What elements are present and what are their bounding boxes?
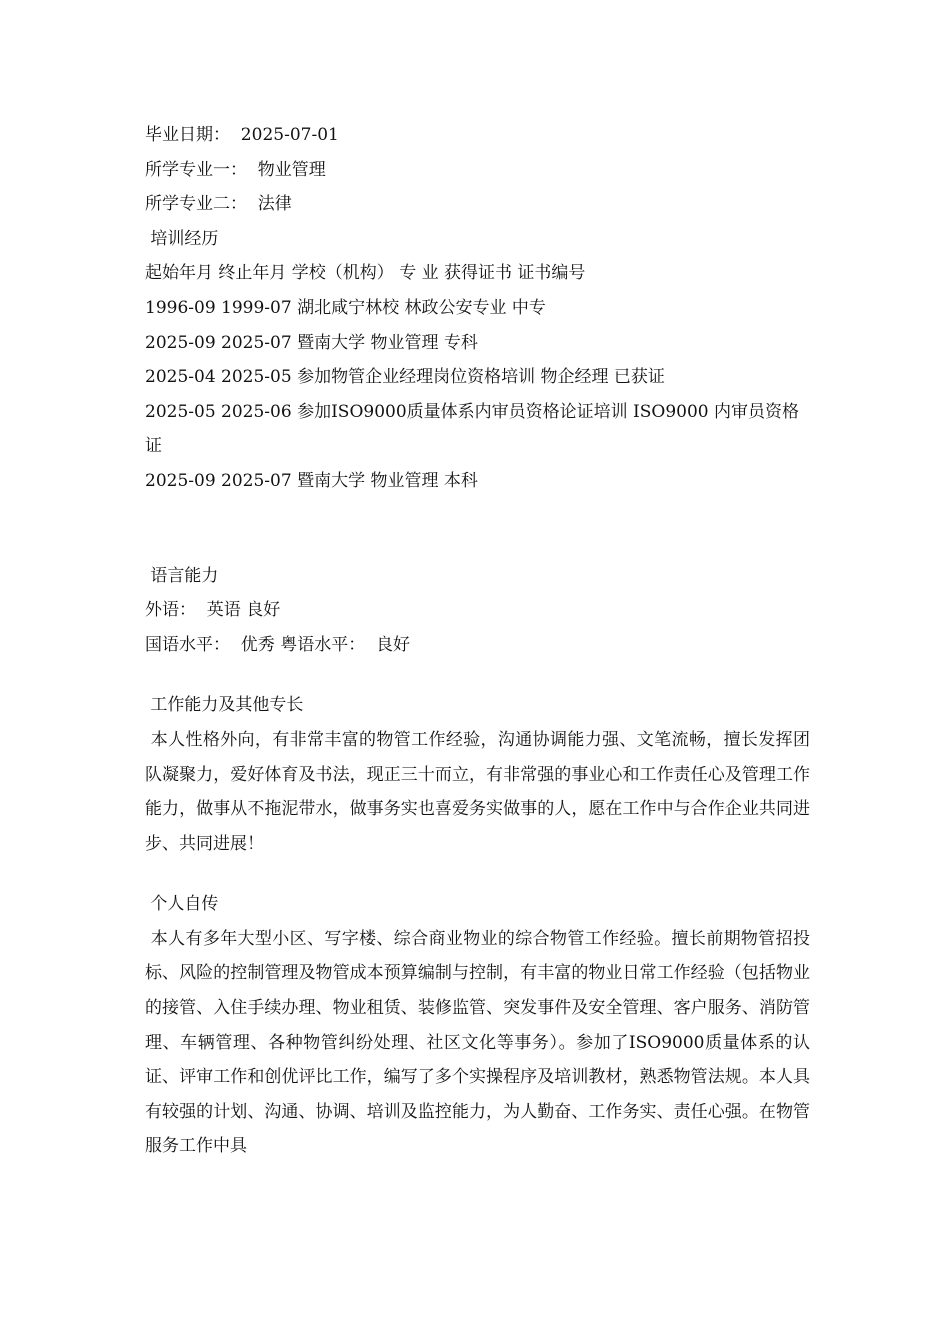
bio-heading: 个人自传 [145,894,219,915]
language-heading: 语言能力 [145,565,219,586]
skills-heading: 工作能力及其他专长 [145,695,304,716]
section-spacer [145,499,810,559]
training-row: 2025-04 2025-05 参加物管企业经理岗位资格培训 物企经理 已获证 [145,367,665,388]
training-row: 2025-09 2025-07 暨南大学 物业管理 专科 [145,332,478,353]
major-two: 所学专业二： 法律 [145,194,292,215]
training-row: 2025-09 2025-07 暨南大学 物业管理 本科 [145,470,478,491]
major-one: 所学专业一： 物业管理 [145,159,326,180]
foreign-language: 外语： 英语 良好 [145,600,281,621]
training-row: 1996-09 1999-07 湖北咸宁林校 林政公安专业 中专 [145,297,546,318]
training-table-header: 起始年月 终止年月 学校（机构） 专 业 获得证书 证书编号 [145,263,586,284]
section-spacer [145,861,810,887]
graduation-date: 毕业日期： 2025-07-01 [145,125,339,145]
section-spacer [145,662,810,688]
resume-page [145,118,810,1164]
bio-paragraph: 本人有多年大型小区、写字楼、综合商业物业的综合物管工作经验。擅长前期物管招投标、风险的控制管理及物管成本预算编制与控制，有丰富的物业日常工作经验（包括物业的接管、入住手续办理、物业租赁、装修监管、突发事件及安全管理、客户服务、消防管理、车辆管理、各种物管纠纷处理、社区文化等事务）。参加了ISO9000质量体系的认证、评审工作和创优评比工作，编写了多个实操程序及培训教材，熟悉物管法规。本人具有较强的计划、沟通、协调、培训及监控能力，为人勤奋、工作务实、责任心强。在物管服务工作中具 [145,928,810,1157]
training-heading: 培训经历 [145,228,219,249]
dialect-levels: 国语水平： 优秀 粤语水平： 良好 [145,634,411,655]
skills-paragraph: 本人性格外向，有非常丰富的物管工作经验，沟通协调能力强、文笔流畅，擅长发挥团队凝聚力，爱好体育及书法，现正三十而立，有非常强的事业心和工作责任心及管理工作能力，做事从不拖泥带水，做事务实也喜爱务实做事的人，愿在工作中与合作企业共同进步、共同进展！ [145,729,810,854]
training-row: 2025-05 2025-06 参加ISO9000质量体系内审员资格论证培训 ISO9000 内审员资格证 [145,401,800,457]
